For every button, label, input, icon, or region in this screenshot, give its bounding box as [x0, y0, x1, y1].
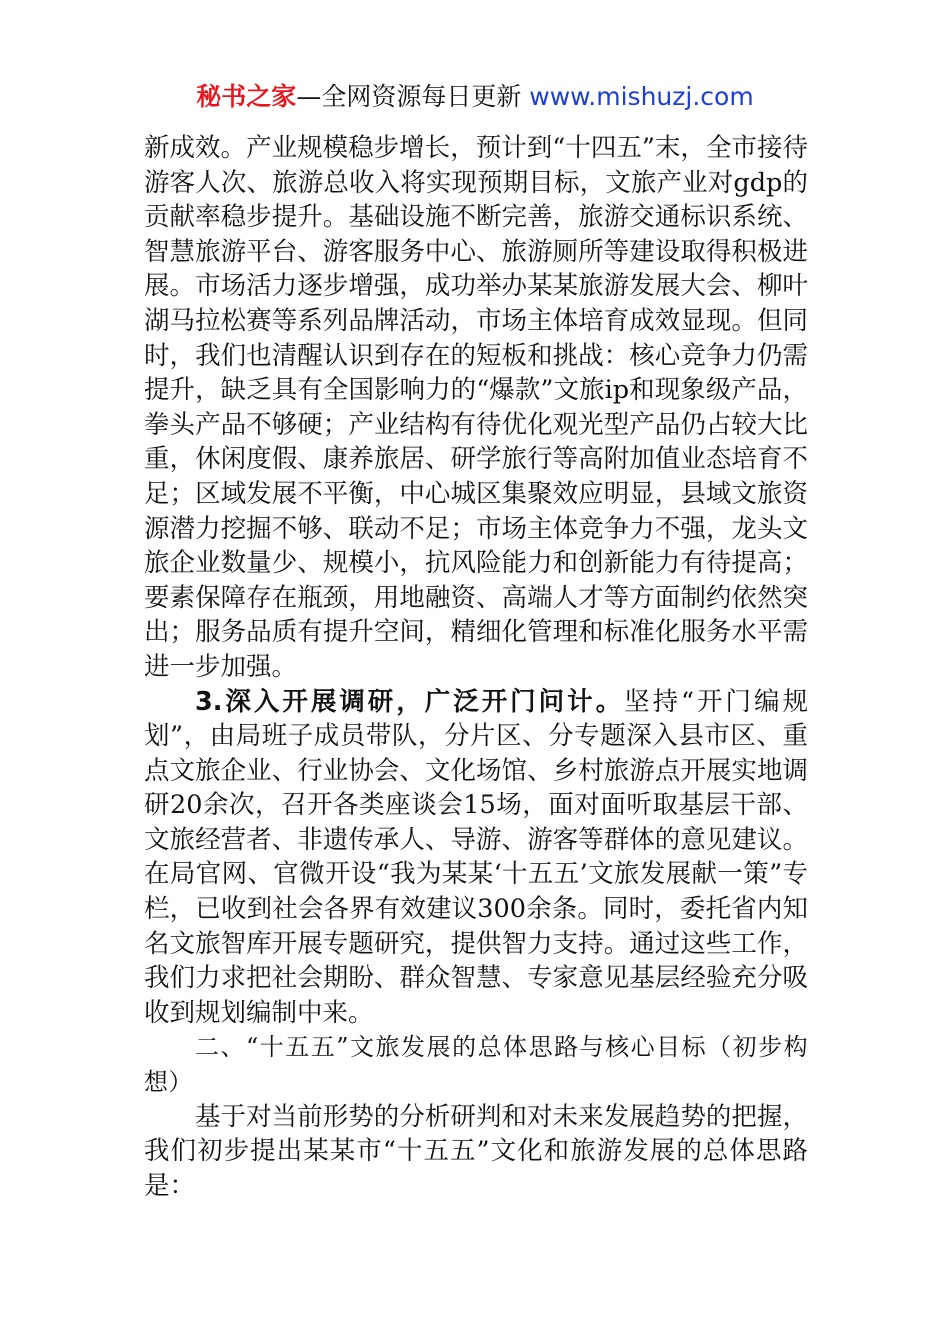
section-heading: 二、“十五五”文旅发展的总体思路与核心目标（初步构想）	[144, 1033, 808, 1097]
brand-name: 秘书之家	[196, 82, 297, 111]
document-body	[144, 131, 808, 1203]
site-header	[0, 80, 950, 114]
site-url[interactable]: www.mishuzj.com	[529, 82, 754, 111]
header-tagline: —全网资源每日更新	[296, 82, 530, 111]
paragraph-research	[144, 685, 808, 1031]
paragraph-lead-heading: 3.深入开展调研，广泛开门问计。	[195, 686, 625, 717]
paragraph-research-body: 坚持“开门编规划”，由局班子成员带队，分片区、分专题深入县市区、重点文旅企业、行业协会、文化场馆、乡村旅游点开展实地调研20余次，召开各类座谈会15场，面对面听取基层干部、文旅经营者、非遗传承人、导游、游客等群体的意见建议。在局官网、官微开设“我为某某‘十五五’文旅发展献一策”专栏，已收到社会各界有效建议300余条。同时，委托省内知名文旅智库开展专题研究，提供智力支持。通过这些工作，我们力求把社会期盼、群众智慧、专家意见基层经验充分吸收到规划编制中来。	[144, 686, 808, 1028]
paragraph-continuation: 新成效。产业规模稳步增长，预计到“十四五”末，全市接待游客人次、旅游总收入将实现预期目标，文旅产业对gdp的贡献率稳步提升。基础设施不断完善，旅游交通标识系统、智慧旅游平台、游客服务中心、旅游厕所等建设取得积极进展。市场活力逐步增强，成功举办某某旅游发展大会、柳叶湖马拉松赛等系列品牌活动，市场主体培育成效显现。但同时，我们也清醒认识到存在的短板和挑战：核心竞争力仍需提升，缺乏具有全国影响力的“爆款”文旅ip和现象级产品，拳头产品不够硬；产业结构有待优化观光型产品仍占较大比重，休闲度假、康养旅居、研学旅行等高附加值业态培育不足；区域发展不平衡，中心城区集聚效应明显，县域文旅资源潜力挖掘不够、联动不足；市场主体竞争力不强，龙头文旅企业数量少、规模小，抗风险能力和创新能力有待提高；要素保障存在瓶颈，用地融资、高端人才等方面制约依然突出；服务品质有提升空间，精细化管理和标准化服务水平需进一步加强。	[144, 133, 808, 682]
paragraph-overall-idea: 基于对当前形势的分析研判和对未来发展趋势的把握，我们初步提出某某市“十五五”文化和旅游发展的总体思路是：	[144, 1101, 808, 1201]
